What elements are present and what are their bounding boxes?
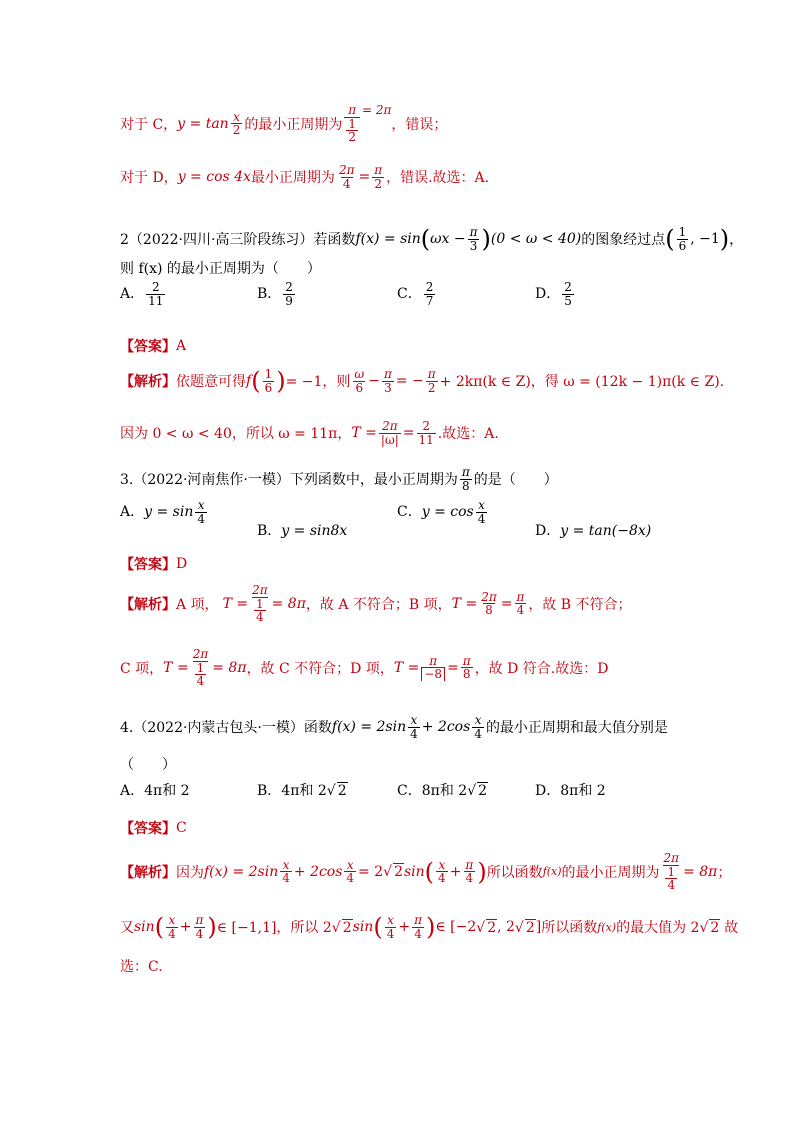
q4-prefix: 4.（2022·内蒙古包头·一模）函数 [120, 720, 332, 737]
c-period-eq: = 2π [361, 102, 392, 117]
q4-option-a[interactable]: A．4π和 2 [120, 783, 190, 799]
question-3-stem: 3.（2022·河南焦作·一模）下列函数中，最小正周期为 $\frac{\pi}{8}$ 的是（ ） [120, 465, 558, 493]
q2-a1-text: 依题意可得 [176, 374, 246, 391]
d-prefix: 对于 D， [120, 170, 178, 187]
c-frac-x2: $\frac{x}{2}$ [232, 109, 241, 138]
d-suffix: ，错误.故选：A. [386, 170, 490, 187]
q4-answer-value: C [176, 820, 187, 836]
q3-option-d[interactable]: D．y = tan(−8x) [535, 523, 652, 539]
q4-option-d[interactable]: D．8π和 2 [535, 783, 606, 799]
q3-analysis-line2: C 项， T = $\frac{2\pi}{\frac{1}{4}}$ = 8π ，故 C 不符合；D 项， T = $\frac{\pi}{-8}$ = $\frac{\pi}{8}$ ，故 D 符合.故选：D [120, 647, 609, 689]
d-mid: 最小正周期为 [250, 170, 335, 187]
q2-pt-close: ) [719, 225, 730, 254]
q4-analysis-line3: 选：C. [120, 959, 163, 975]
question-4-stem: 4.（2022·内蒙古包头·一模）函数 f(x) = 2sin $\frac{x}{4}$ + 2cos $\frac{x}{4}$ 的最小正周期和最大值分别是 [120, 713, 668, 741]
q3-option-b[interactable]: B．y = sin8x [257, 523, 348, 539]
q3-analysis-label: 【解析】 [120, 596, 176, 613]
q2-option-c[interactable]: C． $\frac{2}{7}$ [397, 279, 434, 308]
q3-analysis-line1: 【解析】 A 项， T = $\frac{2\pi}{\frac{1}{4}}$ = 8π ，故 A 不符合；B 项， T = $\frac{2\pi}{8}$ = $\frac{\pi}{4}$ ，故 B 不符合； [120, 583, 632, 625]
q4-analysis-label: 【解析】 [120, 864, 176, 881]
q2-prefix: 2（2022·四川·高三阶段练习）若函数 [120, 232, 356, 249]
q2-cond: (0 < ω < 40) [490, 231, 582, 248]
c-func: y = tan [177, 115, 229, 132]
d-frac-2pi4: $\frac{2\pi}{4}$ [338, 163, 355, 191]
q3-answer-label: 【答案】 [120, 557, 176, 573]
q2-analysis-label: 【解析】 [120, 374, 176, 391]
question-4-line2: （ ） [120, 757, 176, 773]
q4-answer-label: 【答案】 [120, 821, 176, 837]
q4-option-c[interactable]: C．8π和 2√ 2 [397, 783, 488, 799]
q2-paren-open: ( [420, 225, 431, 254]
d-eq: = [358, 169, 371, 186]
q2-answer [120, 336, 186, 356]
question-2-line2 [120, 258, 321, 278]
q3-prefix: 3.（2022·河南焦作·一模）下列函数中，最小正周期为 [120, 472, 458, 489]
q2-frac-pi3: $\frac{\pi}{3}$ [469, 225, 478, 253]
q4-suffix: 的最小正周期和最大值分别是 [485, 720, 668, 737]
q3-option-a[interactable]: A．y = sin $\frac{x}{4}$ [120, 497, 205, 526]
q2-a1-f: f [246, 373, 252, 390]
d-func: y = cos 4x [177, 169, 251, 186]
solution-c-line [120, 104, 447, 144]
solution-d-line [120, 164, 489, 190]
question-2-stem [120, 226, 743, 252]
q3-answer [120, 554, 187, 574]
q3-suffix: 的是（ ） [473, 472, 558, 489]
q2-paren-close: ) [481, 225, 491, 254]
q3-option-c[interactable]: C．y = cos $\frac{x}{4}$ [397, 497, 486, 526]
q2-a1-rest: + 2kπ(k ∈ Z)，得 ω = (12k − 1)π(k ∈ Z). [439, 374, 725, 391]
q2-pt-rest: , −1 [690, 231, 720, 248]
q2-option-a[interactable]: A． $\frac{2}{11}$ [120, 279, 164, 308]
q2-mid: 的图象经过点 [581, 232, 666, 249]
q2-inner: ωx − [430, 231, 466, 248]
c-suffix: ，错误； [391, 116, 448, 133]
q2-a2-text: 因为 0 < ω < 40，所以 ω = 11π， [120, 426, 352, 443]
q2-a2-T: T = [351, 425, 377, 442]
q2-fx: f(x) = sin [355, 231, 421, 248]
c-prefix: 对于 C， [120, 116, 178, 133]
q3-answer-value: D [176, 556, 188, 572]
c-period-frac: $\frac{\pi}{\frac{1}{2}}$ [344, 104, 360, 144]
q2-a2-tail: .故选：A. [437, 426, 499, 443]
q2-analysis-line1: 【解析】 依题意可得 f ( $\frac{1}{6}$ ) = −1，则 $\frac{\omega}{6}$ − $\frac{\pi}{3}$ = − $\frac{\pi}{2}$ + 2kπ(k ∈ Z)，得 ω = (12k − 1)π(k ∈ Z). [120, 367, 725, 396]
d-frac-pi2: $\frac{\pi}{2}$ [374, 163, 383, 191]
q2-tail: ， [729, 232, 744, 249]
q2-option-d[interactable]: D． $\frac{2}{5}$ [535, 279, 572, 308]
q2-pt-open: ( [665, 225, 675, 254]
q4-option-b[interactable]: B．4π和 2√ 2 [257, 783, 347, 799]
q2-option-b[interactable]: B． $\frac{2}{9}$ [257, 279, 293, 308]
q2-pt-frac: $\frac{1}{6}$ [678, 225, 687, 253]
q4-analysis-line1: 【解析】 因为 f(x) = 2sin $\frac{x}{4}$ + 2cos $\frac{x}{4}$ = 2 √ 2 sin ( $\frac{x}{4}$ + $\frac{\pi}{4}$ ) 所以函数 f(x) 的最小正周期为 $\frac{2\pi}{\frac{1}{4}}$ = 8π ； [120, 851, 732, 893]
q2-line2-text: 则 f(x) 的最小正周期为（ ） [120, 261, 321, 277]
q4-analysis-line2: 又 sin ( $\frac{x}{4}$ + $\frac{\pi}{4}$ ) ∈ [−1,1]，所以 2 √ 2 sin ( $\frac{x}{4}$ + $\frac{\pi}{4}$ ) ∈ [−2 √ 2 , 2 √ 2 ] 所以函数 f(x) 的最大值为 2 √ 2 故 [120, 913, 739, 942]
q2-analysis-line2: 因为 0 < ω < 40，所以 ω = 11π， T = $\frac{2\pi}{|\omega|}$ = $\frac{2}{11}$ .故选：A. [120, 419, 499, 447]
q2-a1-eq: = −1，则 [285, 374, 351, 391]
q2-answer-label: 【答案】 [120, 339, 176, 355]
q4-answer [120, 818, 187, 838]
q2-answer-value: A [176, 338, 187, 354]
c-mid: 的最小正周期为 [244, 116, 343, 133]
